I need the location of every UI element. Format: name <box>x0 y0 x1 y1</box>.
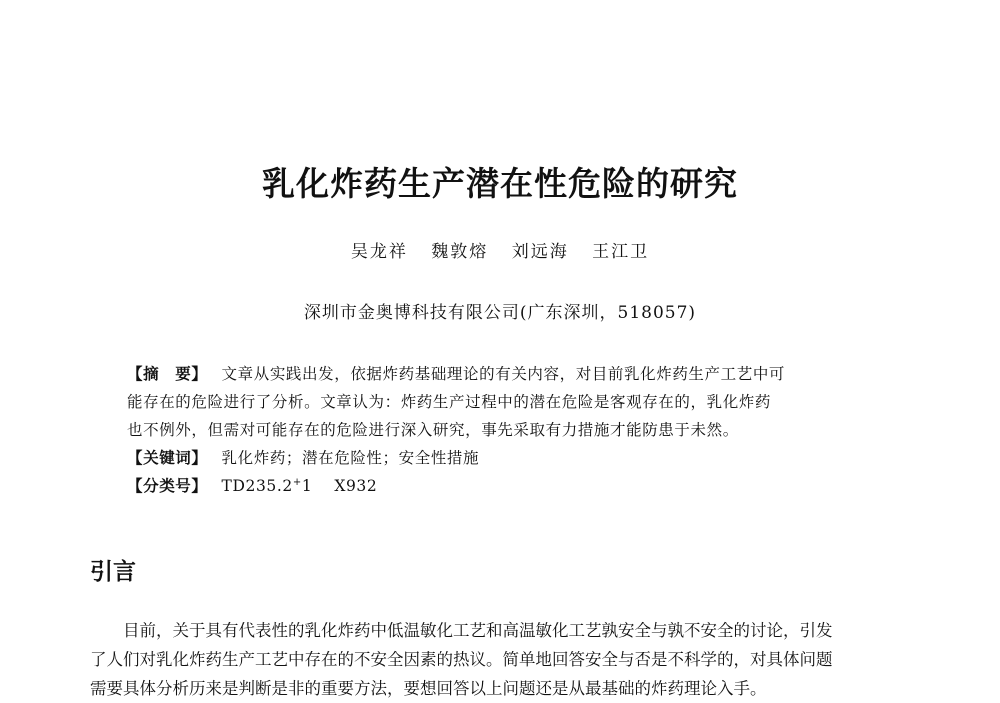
author-name: 魏敦熔 <box>431 242 489 262</box>
classification-code: TD235.2 <box>221 477 293 495</box>
author-name: 王江卫 <box>592 242 650 262</box>
author-name: 吴龙祥 <box>350 242 408 262</box>
body-line: 了人们对乳化炸药生产工艺中存在的不安全因素的热议。简单地回答安全与否是不科学的，对具体问题 <box>90 650 833 669</box>
abstract-label: 【摘 要】 <box>127 365 208 383</box>
abstract-line: 能存在的危险进行了分析。文章认为：炸药生产过程中的潜在危险是客观存在的，乳化炸药 <box>127 393 772 411</box>
abstract-line <box>127 360 887 388</box>
classification-label: 【分类号】 <box>127 477 208 495</box>
author-name: 刘远海 <box>511 242 569 262</box>
body-line: 目前，关于具有代表性的乳化炸药中低温敏化工艺和高温敏化工艺孰安全与孰不安全的讨论，引发 <box>123 621 833 640</box>
section-body <box>90 616 912 703</box>
abstract-block <box>127 360 887 500</box>
classification-code-sup: + <box>292 476 302 488</box>
keywords-label: 【关键词】 <box>127 449 208 467</box>
body-line: 需要具体分析历来是判断是非的重要方法，要想回答以上问题还是从最基础的炸药理论入手。 <box>90 679 767 698</box>
classification-code-tail: 1 <box>301 477 313 495</box>
keywords-line <box>127 444 887 472</box>
classification-code-second: X932 <box>334 477 378 495</box>
abstract-text: 文章从实践出发，依据炸药基础理论的有关内容，对目前乳化炸药生产工艺中可 <box>221 365 786 383</box>
paper-title: 乳化炸药生产潜在性危险的研究 <box>262 164 738 203</box>
author-list <box>0 240 1000 264</box>
author-affiliation: 深圳市金奥博科技有限公司(广东深圳，518057) <box>303 303 697 323</box>
keywords-text: 乳化炸药；潜在危险性；安全性措施 <box>221 449 480 467</box>
classification-line <box>127 472 887 500</box>
abstract-line: 也不例外，但需对可能存在的危险进行深入研究，事先采取有力措施才能防患于未然。 <box>127 421 739 439</box>
section-heading: 引言 <box>90 559 136 585</box>
